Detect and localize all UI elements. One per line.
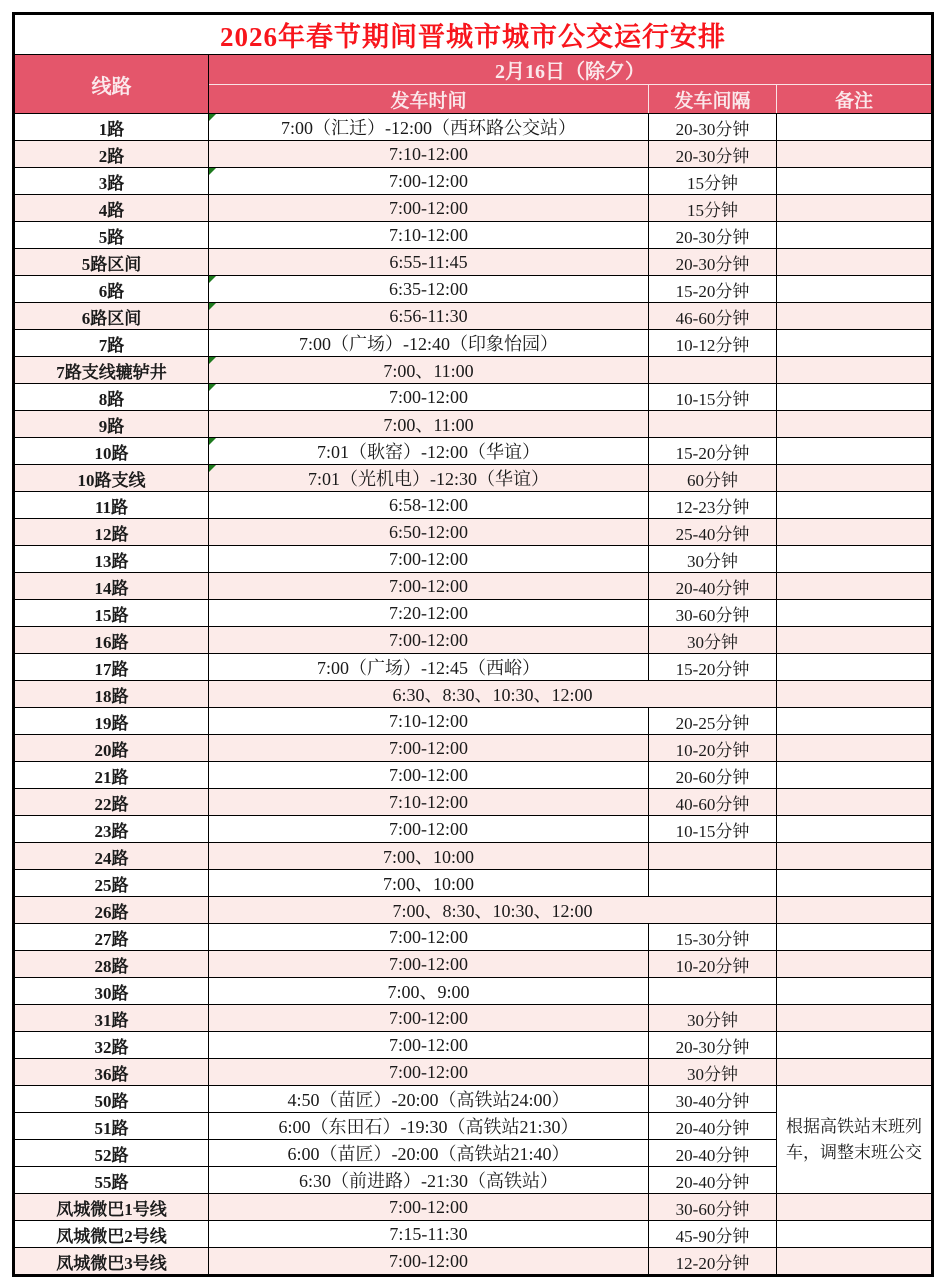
remark-cell (777, 1059, 933, 1086)
excel-error-triangle-icon (209, 168, 216, 175)
table-row (14, 303, 933, 330)
excel-error-triangle-icon (209, 465, 216, 472)
table-row (14, 384, 933, 411)
departure-time-cell (209, 168, 649, 195)
departure-time-text: 7:00、11:00 (383, 415, 474, 435)
departure-time-cell (209, 1194, 649, 1221)
route-name-cell: 21路 (14, 762, 209, 789)
interval-cell: 25-40分钟 (649, 519, 777, 546)
table-row (14, 168, 933, 195)
departure-time-cell (209, 978, 649, 1005)
route-name-cell: 18路 (14, 681, 209, 708)
remark-cell (777, 573, 933, 600)
header-row-date (14, 55, 933, 85)
departure-time-cell (209, 303, 649, 330)
remark-cell (777, 816, 933, 843)
departure-time-cell (209, 114, 649, 141)
departure-time-text: 7:00-12:00 (389, 548, 468, 569)
departure-time-text: 7:01（耿窑）-12:00（华谊） (317, 442, 540, 462)
departure-time-text: 7:00、10:00 (382, 847, 474, 867)
remark-cell (777, 870, 933, 897)
remark-cell (777, 978, 933, 1005)
route-name-cell: 9路 (14, 411, 209, 438)
interval-cell: 30-60分钟 (649, 1194, 777, 1221)
interval-cell: 46-60分钟 (649, 303, 777, 330)
departure-time-text: 6:00（苗匠）-20:00（高铁站21:40） (287, 1144, 570, 1164)
departure-time-cell (209, 762, 649, 789)
remark-cell (777, 1221, 933, 1248)
route-name-cell: 13路 (14, 546, 209, 573)
route-name-cell: 凤城微巴2号线 (14, 1221, 209, 1248)
departure-time-text: 7:00-12:00 (389, 170, 468, 191)
table-row (14, 654, 933, 681)
route-name-cell: 51路 (14, 1113, 209, 1140)
route-name-cell: 14路 (14, 573, 209, 600)
interval-cell: 30分钟 (649, 546, 777, 573)
remark-cell (777, 1032, 933, 1059)
departure-time-text: 7:00（广场）-12:40（印象怡园） (299, 334, 558, 354)
departure-time-text: 7:00-12:00 (389, 575, 468, 596)
remark-cell (777, 708, 933, 735)
departure-time-cell (209, 357, 649, 384)
departure-time-text: 7:00-12:00 (389, 629, 468, 650)
interval-cell: 20-60分钟 (649, 762, 777, 789)
route-name-cell: 31路 (14, 1005, 209, 1032)
interval-cell: 30分钟 (649, 1059, 777, 1086)
table-row (14, 465, 933, 492)
departure-time-text: 7:00-12:00 (389, 1196, 468, 1217)
interval-cell: 20-40分钟 (649, 1167, 777, 1194)
remark-cell (777, 303, 933, 330)
interval-cell: 20-30分钟 (649, 1032, 777, 1059)
interval-cell: 30-40分钟 (649, 1086, 777, 1113)
route-name-cell: 7路支线辘轳井 (14, 357, 209, 384)
interval-cell: 20-30分钟 (649, 222, 777, 249)
page-title: 2026年春节期间晋城市城市公交运行安排 (14, 14, 933, 55)
departure-time-text: 7:10-12:00 (389, 791, 468, 812)
interval-cell: 20-40分钟 (649, 1113, 777, 1140)
departure-time-cell (209, 789, 649, 816)
interval-cell: 10-15分钟 (649, 816, 777, 843)
title-row (14, 14, 933, 55)
departure-time-cell (209, 492, 649, 519)
departure-time-cell (209, 816, 649, 843)
remark-cell (777, 843, 933, 870)
table-row (14, 357, 933, 384)
departure-time-text: 6:50-12:00 (389, 521, 468, 542)
departure-time-text: 7:00、8:30、10:30、12:00 (392, 901, 593, 921)
departure-time-cell (209, 330, 649, 357)
departure-time-text: 7:10-12:00 (389, 143, 468, 164)
departure-time-cell (209, 924, 649, 951)
route-name-cell: 10路 (14, 438, 209, 465)
departure-time-cell (209, 1059, 649, 1086)
excel-error-triangle-icon (209, 438, 216, 445)
column-header-interval: 发车间隔 (649, 85, 777, 114)
route-name-cell: 12路 (14, 519, 209, 546)
route-name-cell: 50路 (14, 1086, 209, 1113)
remark-cell (777, 681, 933, 708)
route-name-cell: 30路 (14, 978, 209, 1005)
table-row (14, 708, 933, 735)
departure-time-text: 7:15-11:30 (389, 1223, 468, 1244)
route-name-cell: 1路 (14, 114, 209, 141)
remark-cell (777, 141, 933, 168)
route-name-cell: 25路 (14, 870, 209, 897)
departure-time-cell (209, 627, 649, 654)
column-header-route: 线路 (14, 55, 209, 114)
interval-cell: 30分钟 (649, 627, 777, 654)
interval-cell: 20-30分钟 (649, 249, 777, 276)
schedule-table (12, 12, 934, 1277)
excel-error-triangle-icon (209, 303, 216, 310)
interval-cell: 30分钟 (649, 1005, 777, 1032)
route-name-cell: 26路 (14, 897, 209, 924)
departure-time-text: 7:00（广场）-12:45（西峪） (317, 658, 540, 678)
table-row (14, 762, 933, 789)
departure-time-cell (209, 249, 649, 276)
route-name-cell: 6路区间 (14, 303, 209, 330)
table-row (14, 843, 933, 870)
table-row (14, 249, 933, 276)
route-name-cell: 24路 (14, 843, 209, 870)
table-row (14, 573, 933, 600)
route-name-cell: 2路 (14, 141, 209, 168)
departure-time-text: 6:35-12:00 (389, 278, 468, 299)
interval-cell: 15-30分钟 (649, 924, 777, 951)
interval-cell: 12-23分钟 (649, 492, 777, 519)
departure-time-text: 7:00-12:00 (389, 1250, 468, 1271)
interval-cell (649, 978, 777, 1005)
departure-time-text: 7:00-12:00 (389, 953, 468, 974)
remark-cell (777, 924, 933, 951)
departure-time-cell (209, 708, 649, 735)
departure-time-cell (209, 546, 649, 573)
departure-time-text: 6:30、8:30、10:30、12:00 (392, 685, 593, 705)
departure-time-cell (209, 411, 649, 438)
table-row (14, 276, 933, 303)
route-name-cell: 20路 (14, 735, 209, 762)
table-row (14, 1059, 933, 1086)
route-name-cell: 27路 (14, 924, 209, 951)
interval-cell: 60分钟 (649, 465, 777, 492)
table-row (14, 141, 933, 168)
route-name-cell: 32路 (14, 1032, 209, 1059)
departure-time-cell (209, 141, 649, 168)
departure-time-text: 7:00-12:00 (389, 926, 468, 947)
departure-time-cell (209, 735, 649, 762)
interval-cell (649, 843, 777, 870)
remark-cell (777, 438, 933, 465)
departure-time-text: 7:20-12:00 (389, 602, 468, 623)
departure-time-text: 7:00-12:00 (389, 1061, 468, 1082)
interval-cell: 20-30分钟 (649, 141, 777, 168)
interval-cell (649, 870, 777, 897)
remark-cell (777, 1194, 933, 1221)
table-row (14, 978, 933, 1005)
departure-time-text: 6:58-12:00 (389, 494, 468, 515)
interval-cell: 20-25分钟 (649, 708, 777, 735)
table-row (14, 681, 933, 708)
remark-cell (777, 357, 933, 384)
interval-cell: 20-30分钟 (649, 114, 777, 141)
table-row (14, 1194, 933, 1221)
remark-cell (777, 1248, 933, 1276)
table-row (14, 546, 933, 573)
interval-cell (649, 411, 777, 438)
interval-cell: 12-20分钟 (649, 1248, 777, 1276)
remark-cell (777, 276, 933, 303)
departure-time-text: 7:00-12:00 (389, 764, 468, 785)
interval-cell (649, 357, 777, 384)
departure-time-text: 7:00、10:00 (382, 874, 474, 894)
interval-cell: 15-20分钟 (649, 438, 777, 465)
table-row (14, 1086, 933, 1113)
departure-time-text: 7:00、11:00 (383, 361, 474, 381)
route-name-cell: 55路 (14, 1167, 209, 1194)
departure-time-cell (209, 600, 649, 627)
departure-time-cell (209, 384, 649, 411)
route-name-cell: 19路 (14, 708, 209, 735)
departure-time-cell (209, 1032, 649, 1059)
remark-note-cell: 根据高铁站末班列车，调整末班公交 (777, 1086, 933, 1194)
table-row (14, 1005, 933, 1032)
departure-time-cell (209, 1140, 649, 1167)
interval-cell: 10-20分钟 (649, 951, 777, 978)
route-name-cell: 16路 (14, 627, 209, 654)
remark-cell (777, 600, 933, 627)
route-name-cell: 5路 (14, 222, 209, 249)
departure-time-cell (209, 222, 649, 249)
departure-time-cell (209, 438, 649, 465)
departure-time-text: 7:00-12:00 (389, 1007, 468, 1028)
route-name-cell: 5路区间 (14, 249, 209, 276)
route-name-cell: 3路 (14, 168, 209, 195)
interval-cell: 20-40分钟 (649, 573, 777, 600)
remark-cell (777, 465, 933, 492)
remark-cell (777, 330, 933, 357)
departure-time-text: 7:00-12:00 (389, 197, 468, 218)
remark-cell (777, 735, 933, 762)
remark-cell (777, 168, 933, 195)
departure-time-text: 7:10-12:00 (389, 710, 468, 731)
table-row (14, 411, 933, 438)
remark-cell (777, 654, 933, 681)
remark-cell (777, 249, 933, 276)
table-row (14, 438, 933, 465)
departure-time-cell (209, 843, 649, 870)
departure-time-cell (209, 654, 649, 681)
departure-time-text: 6:00（东田石）-19:30（高铁站21:30） (278, 1117, 579, 1137)
table-row (14, 222, 933, 249)
interval-cell: 15-20分钟 (649, 654, 777, 681)
departure-time-cell (209, 1221, 649, 1248)
table-row (14, 924, 933, 951)
remark-cell (777, 1005, 933, 1032)
route-name-cell: 6路 (14, 276, 209, 303)
departure-time-text: 7:00-12:00 (389, 1034, 468, 1055)
remark-cell (777, 519, 933, 546)
table-row (14, 816, 933, 843)
departure-time-cell (209, 195, 649, 222)
departure-time-text: 7:01（光机电）-12:30（华谊） (308, 469, 549, 489)
interval-cell: 15分钟 (649, 168, 777, 195)
table-row (14, 735, 933, 762)
table-row (14, 627, 933, 654)
interval-cell: 15-20分钟 (649, 276, 777, 303)
table-row (14, 1248, 933, 1276)
excel-error-triangle-icon (209, 357, 216, 364)
departure-time-text: 4:50（苗匠）-20:00（高铁站24:00） (287, 1090, 570, 1110)
route-name-cell: 11路 (14, 492, 209, 519)
interval-cell: 20-40分钟 (649, 1140, 777, 1167)
departure-time-text: 7:00（汇迁）-12:00（西环路公交站） (281, 118, 576, 138)
route-name-cell: 17路 (14, 654, 209, 681)
route-name-cell: 4路 (14, 195, 209, 222)
bus-schedule-sheet (12, 12, 931, 1277)
departure-time-cell (209, 465, 649, 492)
excel-error-triangle-icon (209, 114, 216, 121)
remark-cell (777, 546, 933, 573)
route-name-cell: 22路 (14, 789, 209, 816)
interval-cell: 15分钟 (649, 195, 777, 222)
remark-cell (777, 951, 933, 978)
departure-time-cell (209, 897, 777, 924)
remark-cell (777, 384, 933, 411)
departure-time-cell (209, 1167, 649, 1194)
table-row (14, 1221, 933, 1248)
remark-cell (777, 789, 933, 816)
interval-cell: 10-12分钟 (649, 330, 777, 357)
table-row (14, 789, 933, 816)
remark-cell (777, 627, 933, 654)
departure-time-text: 6:56-11:30 (389, 305, 468, 326)
departure-time-cell (209, 951, 649, 978)
route-name-cell: 36路 (14, 1059, 209, 1086)
departure-time-text: 7:10-12:00 (389, 224, 468, 245)
remark-cell (777, 492, 933, 519)
route-name-cell: 15路 (14, 600, 209, 627)
table-row (14, 330, 933, 357)
remark-cell (777, 222, 933, 249)
route-name-cell: 28路 (14, 951, 209, 978)
departure-time-text: 7:00-12:00 (389, 386, 468, 407)
departure-time-cell (209, 573, 649, 600)
table-row (14, 1032, 933, 1059)
route-name-cell: 23路 (14, 816, 209, 843)
departure-time-cell (209, 1086, 649, 1113)
route-name-cell: 8路 (14, 384, 209, 411)
interval-cell: 10-15分钟 (649, 384, 777, 411)
column-header-departure-time: 发车时间 (209, 85, 649, 114)
interval-cell: 40-60分钟 (649, 789, 777, 816)
column-header-date: 2月16日（除夕） (209, 55, 933, 85)
table-row (14, 600, 933, 627)
departure-time-cell (209, 276, 649, 303)
table-row (14, 492, 933, 519)
departure-time-text: 7:00、9:00 (387, 982, 470, 1002)
departure-time-text: 6:55-11:45 (389, 251, 468, 272)
route-name-cell: 52路 (14, 1140, 209, 1167)
excel-error-triangle-icon (209, 384, 216, 391)
departure-time-cell (209, 1005, 649, 1032)
table-row (14, 114, 933, 141)
interval-cell: 10-20分钟 (649, 735, 777, 762)
interval-cell: 30-60分钟 (649, 600, 777, 627)
remark-cell (777, 195, 933, 222)
route-name-cell: 凤城微巴1号线 (14, 1194, 209, 1221)
table-row (14, 195, 933, 222)
departure-time-cell (209, 519, 649, 546)
remark-cell (777, 762, 933, 789)
remark-cell (777, 114, 933, 141)
departure-time-text: 7:00-12:00 (389, 737, 468, 758)
column-header-remark: 备注 (777, 85, 933, 114)
remark-cell (777, 897, 933, 924)
excel-error-triangle-icon (209, 276, 216, 283)
rows-body (14, 114, 933, 1276)
table-row (14, 870, 933, 897)
departure-time-cell (209, 681, 777, 708)
departure-time-text: 6:30（前进路）-21:30（高铁站） (299, 1171, 558, 1191)
interval-cell: 45-90分钟 (649, 1221, 777, 1248)
route-name-cell: 7路 (14, 330, 209, 357)
departure-time-cell (209, 870, 649, 897)
table-row (14, 519, 933, 546)
departure-time-cell (209, 1113, 649, 1140)
departure-time-text: 7:00-12:00 (389, 818, 468, 839)
table-row (14, 897, 933, 924)
route-name-cell: 凤城微巴3号线 (14, 1248, 209, 1276)
table-row (14, 951, 933, 978)
route-name-cell: 10路支线 (14, 465, 209, 492)
remark-cell (777, 411, 933, 438)
departure-time-cell (209, 1248, 649, 1276)
